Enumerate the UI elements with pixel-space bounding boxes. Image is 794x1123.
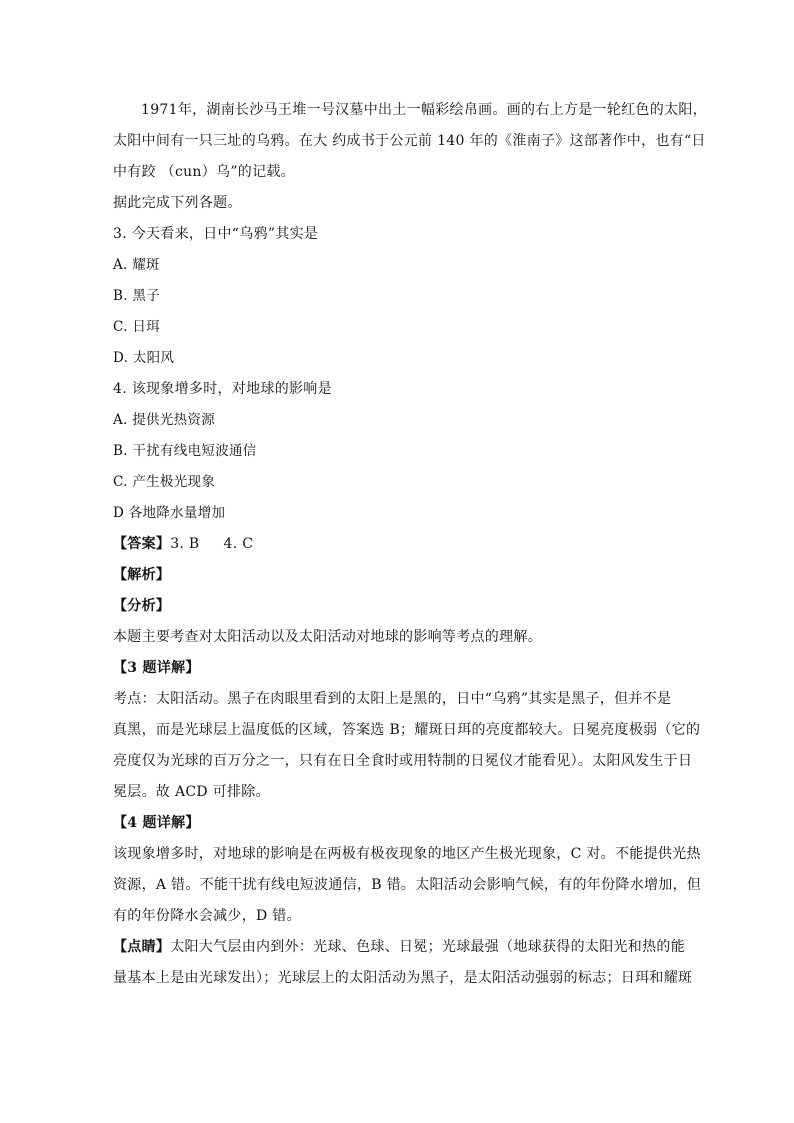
question-4-option-c: C. 产生极光现象 bbox=[113, 474, 216, 490]
dianjing-line-1 bbox=[113, 932, 686, 963]
detail-3-line-1: 考点：太阳活动。黑子在肉眼里看到的太阳上是黑的，日中“乌鸦”其实是黑子，但并不是 bbox=[113, 691, 672, 707]
intro-line-2: 太阳中间有一只三址的乌鸦。在大 约成书于公元前 140 年的《淮南子》这部著作中，也有“日 bbox=[113, 133, 706, 149]
intro-line-1: 1971年，湖南长沙马王堆一号汉墓中出土一幅彩绘帛画。画的右上方是一轮红色的太阳， bbox=[141, 102, 707, 118]
question-3-option-d: D. 太阳风 bbox=[113, 350, 175, 366]
fenxi-text: 本题主要考查对太阳活动以及太阳活动对地球的影响等考点的理解。 bbox=[113, 629, 542, 645]
question-3-option-b: B. 黑子 bbox=[113, 288, 161, 304]
question-4-option-d: D 各地降水量增加 bbox=[113, 505, 226, 521]
answer-3: 3. B bbox=[170, 536, 200, 552]
intro-instruction: 据此完成下列各题。 bbox=[113, 195, 242, 211]
question-3-stem: 3. 今天看来，日中“乌鸦”其实是 bbox=[113, 226, 319, 242]
detail-3-heading: 【3 题详解】 bbox=[113, 660, 200, 676]
answer-line bbox=[113, 529, 683, 560]
dianjing-label: 【点睛】 bbox=[113, 939, 171, 955]
question-3-option-a: A. 耀斑 bbox=[113, 257, 160, 273]
answer-label: 【答案】 bbox=[113, 536, 171, 552]
question-3-option-c: C. 日珥 bbox=[113, 319, 160, 335]
answer-4: 4. C bbox=[223, 536, 254, 552]
detail-3-line-2: 真黑，而是光球层上温度低的区域，答案选 B；耀斑日珥的亮度都较大。日冕亮度极弱（它的 bbox=[113, 722, 701, 738]
detail-4-heading: 【4 题详解】 bbox=[113, 815, 200, 831]
detail-4-line-1: 该现象增多时，对地球的影响是在两极有极夜现象的地区产生极光现象，C 对。不能提供光热 bbox=[113, 846, 701, 862]
fenxi-heading: 【分析】 bbox=[113, 598, 171, 614]
detail-4-line-2: 资源，A 错。不能干扰有线电短波通信，B 错。太阳活动会影响气候，有的年份降水增加，但 bbox=[113, 877, 702, 893]
analysis-heading: 【解析】 bbox=[113, 567, 171, 583]
detail-4-line-3: 有的年份降水会减少，D 错。 bbox=[113, 908, 301, 924]
question-4-option-a: A. 提供光热资源 bbox=[113, 412, 216, 428]
dianjing-text-1: 太阳大气层由内到外：光球、色球、日冕；光球最强（地球获得的太阳光和热的能 bbox=[170, 939, 686, 955]
detail-3-line-4: 冕层。故 ACD 可排除。 bbox=[113, 784, 270, 800]
intro-line-3: 中有跤 （cun）乌”的记载。 bbox=[113, 164, 295, 180]
question-4-option-b: B. 干扰有线电短波通信 bbox=[113, 443, 257, 459]
document-page bbox=[113, 95, 707, 994]
dianjing-line-2: 量基本上是由光球发出）；光球层上的太阳活动为黑子，是太阳活动强弱的标志；日珥和耀斑 bbox=[113, 970, 693, 986]
detail-3-line-3: 亮度仅为光球的百万分之一，只有在日全食时或用特制的日冕仪才能看见）。太阳风发生于日 bbox=[113, 753, 693, 769]
question-4-stem: 4. 该现象增多时，对地球的影响是 bbox=[113, 381, 332, 397]
